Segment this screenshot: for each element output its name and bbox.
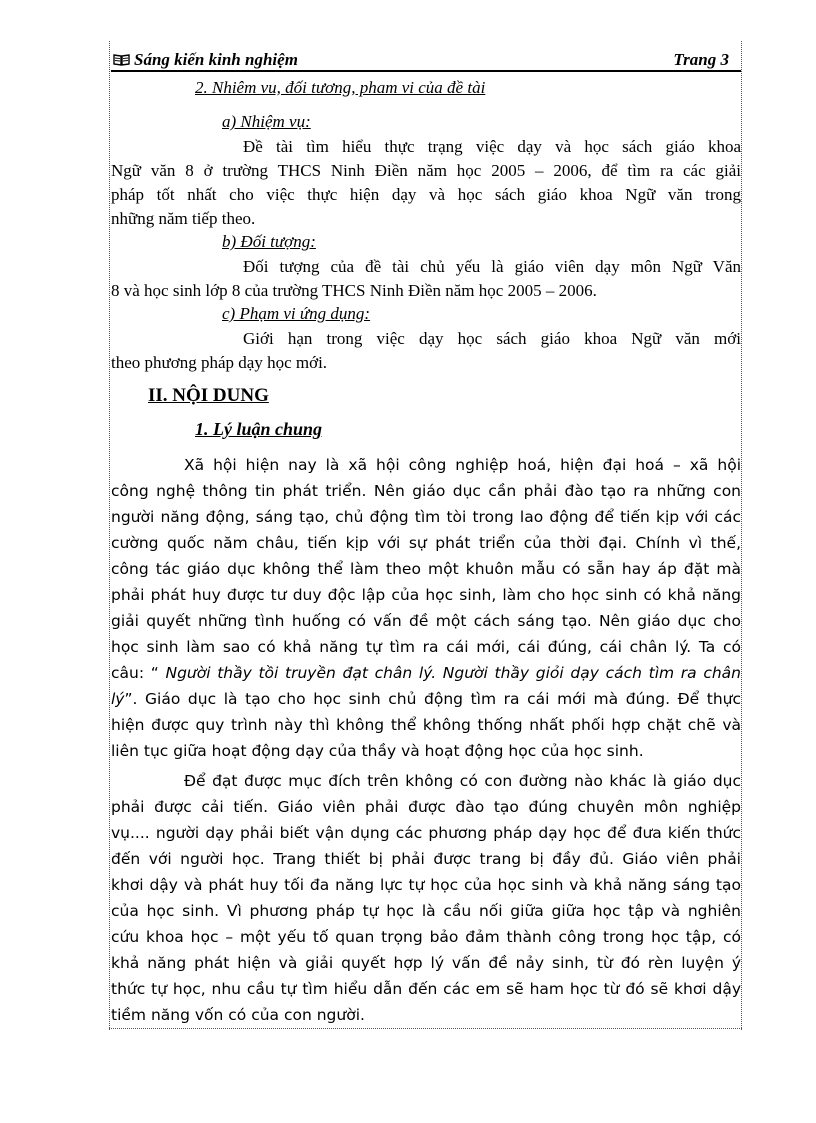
text-line: công nghệ thông tin phát triển. Nên giáo dục cần phải đào tạo ra những con [111, 482, 741, 500]
text-line: khơi dậy và phát huy tối đa năng lực tự học của học sinh và khả năng sáng tạo [111, 876, 741, 894]
text-line: khả năng phát hiện và giải quyết hợp lý vấn đề nảy sinh, từ đó rèn luyện ý [111, 954, 741, 972]
text-line: Xã hội hiện nay là xã hội công nghiệp hoá, hiện đại hoá – xã hội [184, 456, 741, 474]
text-line: pháp tốt nhất cho việc thực hiện dạy và học sách giáo khoa Ngữ văn trong [111, 185, 741, 204]
part-heading: II. NỘI DUNG [148, 385, 269, 406]
text-line: công tác giáo dục không thể làm theo một khuôn mẫu có sẵn hay áp đặt mà [111, 560, 741, 578]
page-frame-bottom [109, 1028, 742, 1029]
text-line: theo phương pháp dạy học mới. [111, 353, 328, 372]
text-line: tiềm năng vốn có của con người. [111, 1006, 365, 1024]
quote-line-end [111, 688, 741, 710]
text-line: Để đạt được mục đích trên không có con đường nào khác là giáo dục [184, 772, 741, 790]
text-line: 8 và học sinh lớp 8 của trường THCS Ninh Điền năm học 2005 – 2006. [111, 281, 597, 300]
text-line: Ngữ văn 8 ở trường THCS Ninh Điền năm học 2005 – 2006, để tìm ra các giải [111, 161, 741, 180]
text-line: những năm tiếp theo. [111, 209, 256, 228]
text-line: học sinh làm sao có khả năng tự tìm ra cái mới, cái đúng, cái chân lý. Ta có [111, 638, 741, 656]
page-number: Trang 3 [673, 50, 729, 69]
subsection-a-label: a) Nhiệm vụ: [222, 112, 311, 131]
subsection-c-label: c) Phạm vi ứng dụng: [222, 304, 371, 323]
header-title: Sáng kiến kinh nghiệm [134, 50, 298, 69]
quote-prefix: câu: “ [111, 664, 166, 682]
quote-line [111, 662, 741, 684]
text-line: thức tự học, nhu cầu tự tìm hiểu dẫn đến các em sẽ ham học từ đó sẽ khơi dậy [111, 980, 741, 998]
text-line: vụ.... người dạy phải biết vận dụng các phương pháp dạy học để đưa kiến thức [111, 824, 741, 842]
page-header [111, 48, 741, 72]
text-line: Giới hạn trong việc dạy học sách giáo khoa Ngữ văn mới [243, 329, 741, 348]
text-line: người năng động, sáng tạo, chủ động tìm tòi trong lao động để tiến kịp với các [111, 508, 741, 526]
quote-suffix: ”. Giáo dục là tạo cho học sinh chủ động tìm ra cái mới mà đúng. Để thực [124, 690, 741, 708]
text-line: phải được cải tiến. Giáo viên phải được đào tạo đúng chuyên môn nghiệp [111, 798, 741, 816]
text-line: của học sinh. Vì phương pháp tự học là cầu nối giữa giữa học tập và nghiên [111, 902, 741, 920]
text-line: đến với người học. Trang thiết bị phải được trang bị đầy đủ. Giáo viên phải [111, 850, 741, 868]
text-line: hiện được quy trình này thì không thể không thống nhất phối hợp chặt chẽ và [111, 716, 741, 734]
subheading: 1. Lý luận chung [195, 419, 323, 439]
text-line: giải quyết những tình huống có vấn đề một cách sáng tạo. Nên giáo dục cho [111, 612, 741, 630]
subsection-b-label: b) Đối tượng: [222, 232, 316, 251]
section-title: 2. Nhiêm vu, đối tương, pham vi của đề tài [195, 78, 486, 97]
text-line: cứu khoa học – một yếu tố quan trọng bảo đảm thành công trong học tập, có [111, 928, 741, 946]
quote-text-end: lý [111, 690, 125, 708]
text-line: Đối tượng của đề tài chủ yếu là giáo viên dạy môn Ngữ Văn [243, 257, 741, 276]
text-line: liên tục giữa hoạt động dạy của thầy và hoạt động học của học sinh. [111, 742, 644, 760]
text-line: phải phát huy được tư duy độc lập của học sinh, làm cho học sinh có khả năng [111, 586, 741, 604]
header-left [113, 50, 298, 70]
text-line: cường quốc năm châu, tiến kịp với sự phát triển của thời đại. Chính vì thế, [111, 534, 741, 552]
quote-text: Người thầy tồi truyền đạt chân lý. Người thầy giỏi dạy cách tìm ra chân [165, 664, 742, 682]
book-icon [113, 51, 130, 63]
text-line: Đề tài tìm hiểu thực trạng việc dạy và học sách giáo khoa [243, 137, 741, 156]
